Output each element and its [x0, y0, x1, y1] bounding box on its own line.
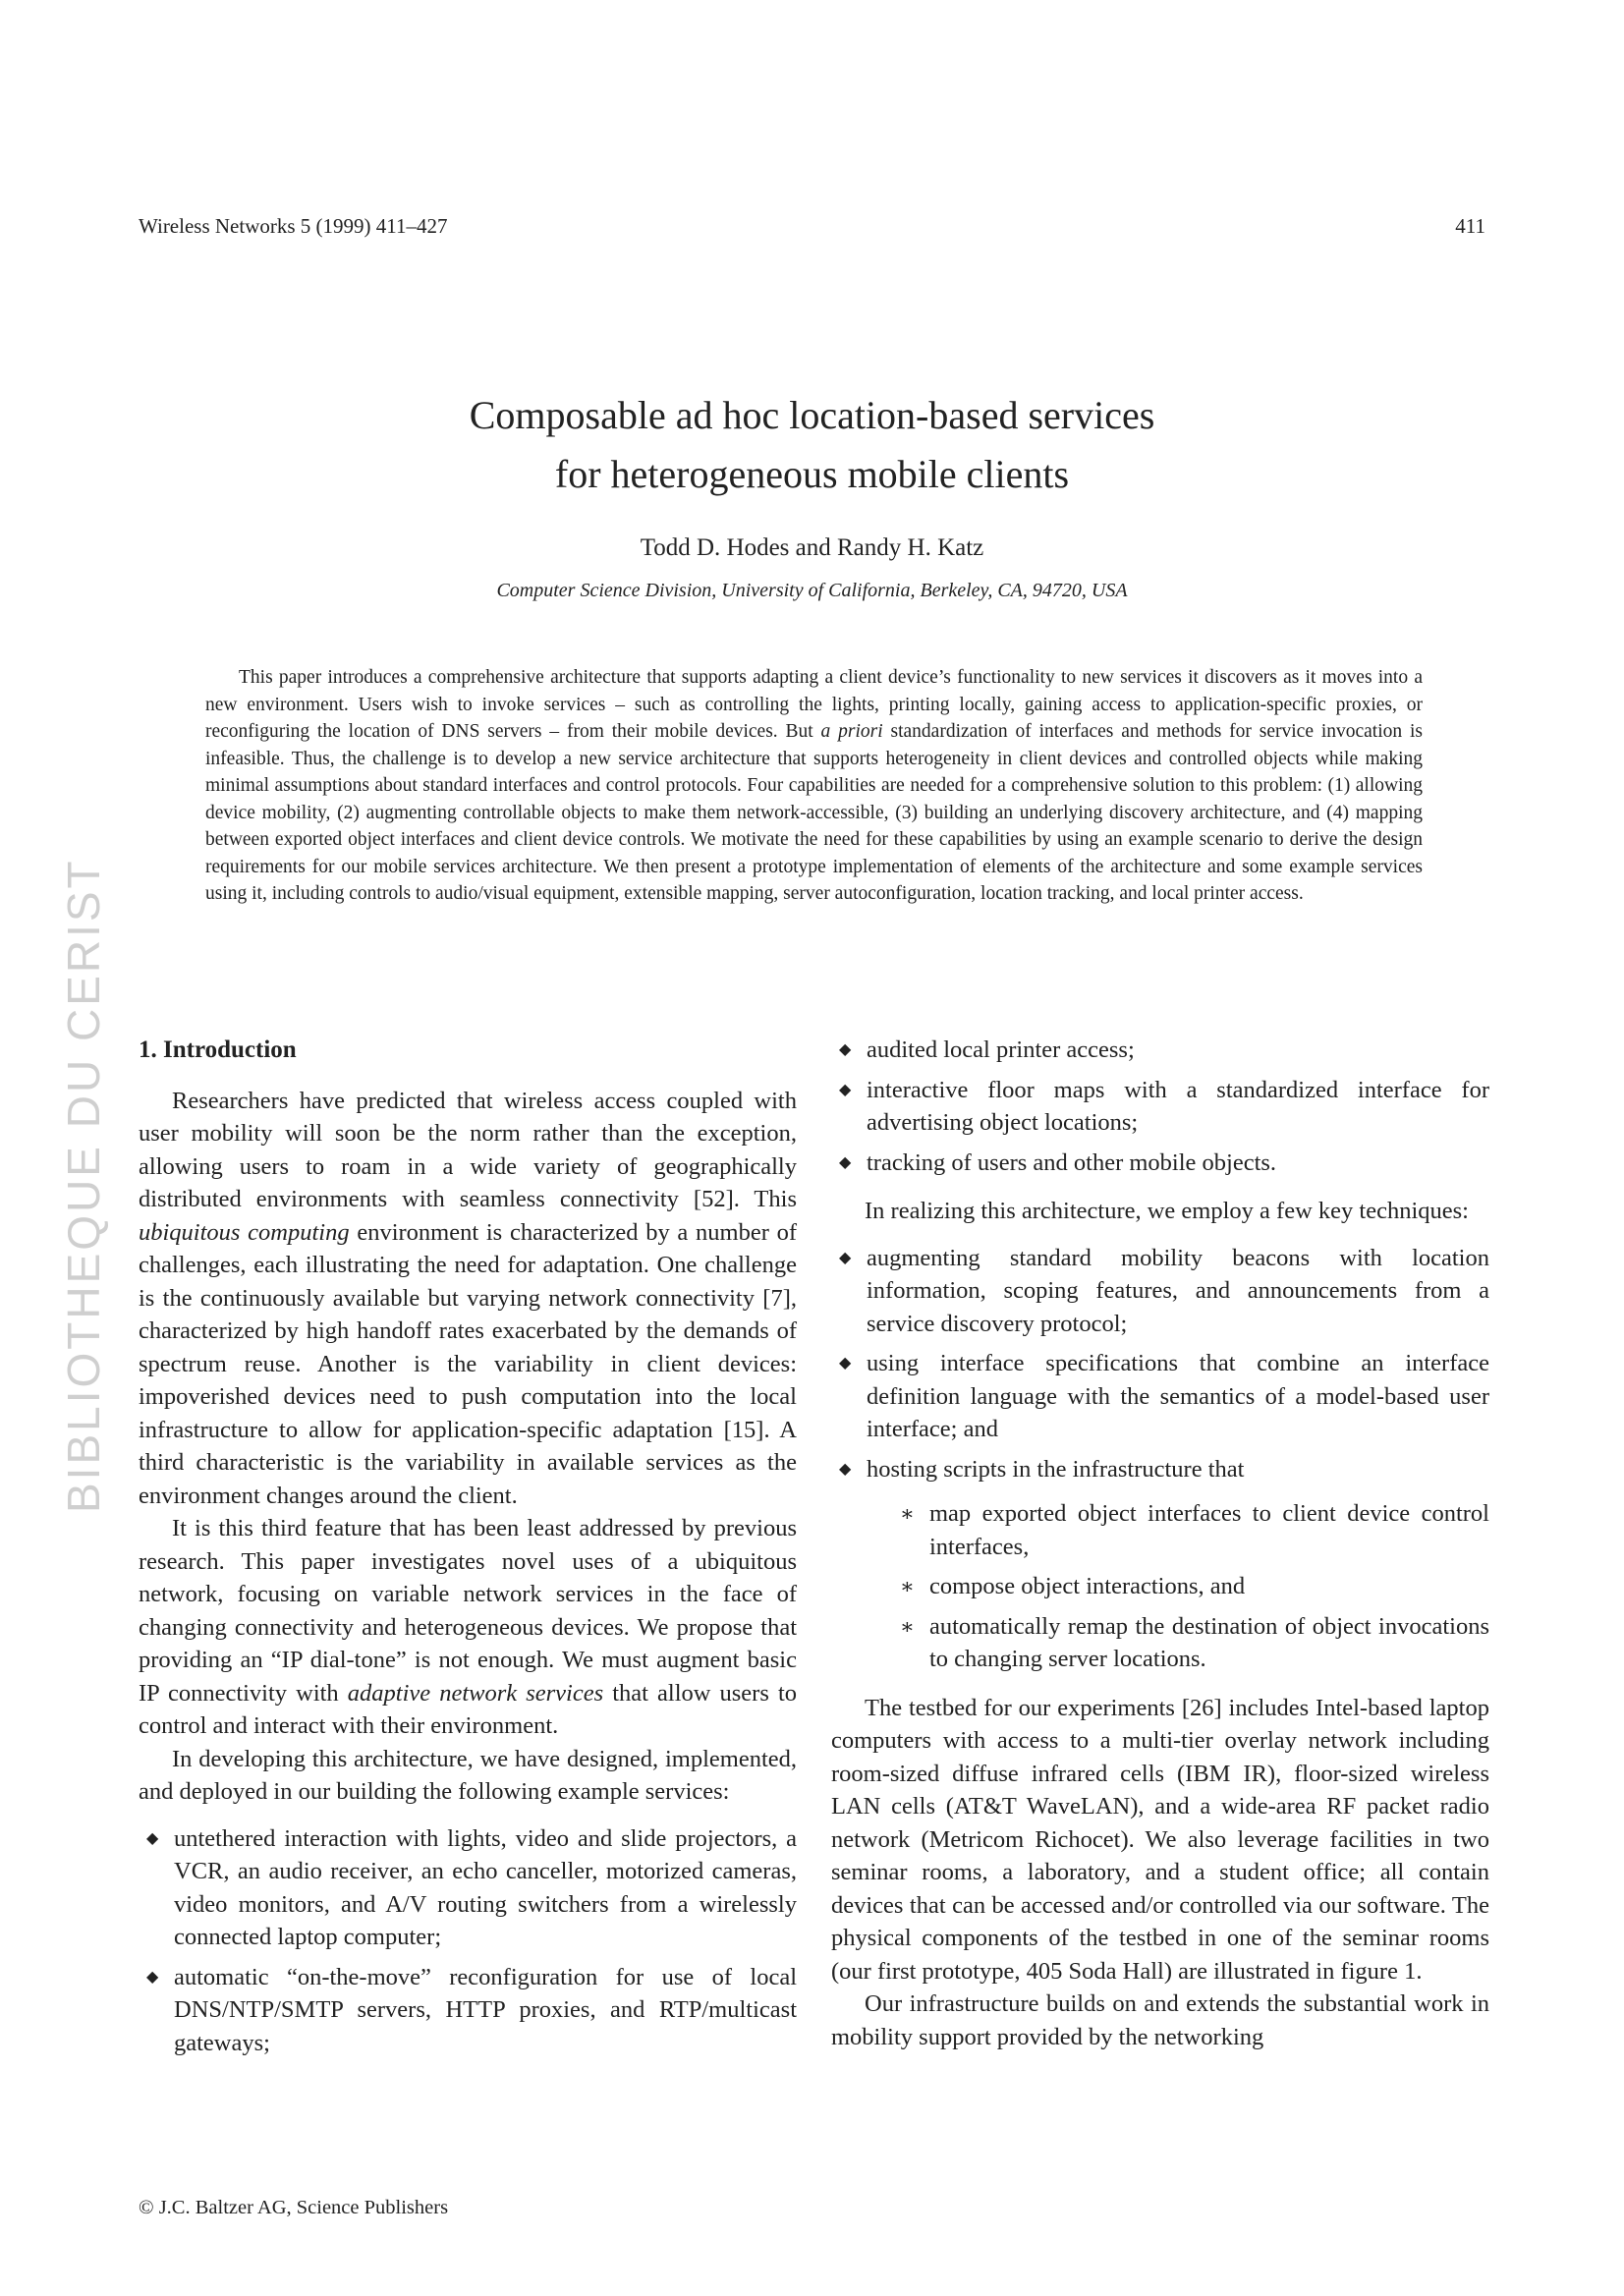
- list-item: ∗ map exported object interfaces to client device control interfaces,: [894, 1497, 1489, 1563]
- running-head: Wireless Networks 5 (1999) 411–427: [139, 214, 448, 238]
- services-list: [139, 1822, 797, 2060]
- list-item: ◆ interactive floor maps with a standardized interface for advertising object locations;: [831, 1074, 1489, 1140]
- techniques-intro: In realizing this architecture, we employ a few key techniques:: [865, 1198, 1469, 1224]
- bullet-icon: ◆: [839, 1249, 852, 1266]
- bullet-icon: ◆: [839, 1355, 852, 1372]
- title-line-2: for heterogeneous mobile clients: [554, 452, 1070, 496]
- section-heading: 1. Introduction: [139, 1036, 297, 1063]
- testbed-paragraph: The testbed for our experiments [26] includes Intel-based laptop computers with access to a multi-tier overlay network including room-sized diffuse infrared cells (IBM IR), floor-sized wireless LAN cells (AT&T WaveLAN), and a wide-area RF packet radio network (Metricom Richocet). We also leverage facilities in two seminar rooms, a laboratory, and a student office; all contain devices that can be accessed and/or controlled via our software. The physical components of the testbed in one of the seminar rooms (our first prototype, 405 Soda Hall) are illustrated in figure 1.: [831, 1694, 1489, 1985]
- asterisk-bullet-icon: ∗: [900, 1501, 915, 1526]
- paper-title: [0, 386, 1624, 504]
- list-item: ◆ augmenting standard mobility beacons with location information, scoping features, and announcements from a service discovery protocol;: [831, 1242, 1489, 1341]
- italic-term: adaptive network services: [347, 1679, 604, 1707]
- abstract-text-2: standardization of interfaces and methods for service invocation is infeasible. Thus, the challenge is to develop a new service architecture that supports heterogeneity in client devices and controlled objects while making minimal assumptions about standard interfaces and control protocols. Four capabilities are needed for a comprehensive solution to this problem: (1) allowing device mobility, (2) augmenting controllable objects to make them network-accessible, (3) building an underlying discovery architecture, and (4) mapping between exported object interfaces and client device controls. We motivate the need for these capabilities by using an example scenario to derive the design requirements for our mobile services architecture. We then present a prototype implementation of elements of the architecture and some example services using it, including controls to audio/visual equipment, extensible mapping, server autoconfiguration, location tracking, and local printer access.: [205, 721, 1424, 904]
- list-item: ∗ automatically remap the destination of object invocations to changing server locations.: [894, 1610, 1489, 1676]
- abstract-italic: a priori: [820, 721, 883, 742]
- intro-paragraph-2: It is this third feature that has been least addressed by previous research. This paper investigates novel uses of a ubiquitous network, focusing on variable network services in the face of changing connectivity and heterogeneous devices. We propose that providing an “IP dial-tone” is not enough. We must augment basic IP connectivity with adaptive network services that allow users to control and interact with their environment.: [139, 1515, 798, 1739]
- list-item: ◆ using interface specifications that combine an interface definition language with the semantics of a model-based user interface; and: [831, 1347, 1489, 1446]
- list-item: ∗ compose object interactions, and: [894, 1570, 1489, 1603]
- bullet-icon: ◆: [146, 1829, 159, 1847]
- intro-paragraph-1: Researchers have predicted that wireless access coupled with user mobility will soon be the norm rather than the exception, allowing users to roam in a wide variety of geographically distributed environments with seamless connectivity [52]. This ubiquitous computing environment is characterized by a number of challenges, each illustrating the need for adaptation. One challenge is the continuously available but varying network connectivity [7], characterized by high handoff rates exacerbated by the demands of spectrum reuse. Another is the variability in client devices: impoverished devices need to push computation into the local infrastructure to allow for application-specific adaptation [15]. A third characteristic is the variability in available services as the environment changes around the client.: [139, 1087, 797, 1509]
- italic-term: ubiquitous computing: [139, 1218, 350, 1246]
- services-list-continued: [831, 1034, 1489, 1179]
- asterisk-bullet-icon: ∗: [900, 1613, 915, 1639]
- library-watermark: BIBLIOTHEQUE DU CERIST: [58, 858, 109, 1513]
- bullet-icon: ◆: [146, 1968, 159, 1986]
- list-item: ◆ hosting scripts in the infrastructure that ∗ map exported object interfaces to client device control interfaces, ∗ compose object interactions, and ∗ automatically remap the destination of object invocations to changing server locations.: [831, 1453, 1489, 1676]
- list-item: ◆ untethered interaction with lights, video and slide projectors, a VCR, an audio receiver, an echo canceller, motorized cameras, video monitors, and A/V routing switchers from a wirelessly connected laptop computer;: [139, 1822, 797, 1954]
- authors: Todd D. Hodes and Randy H. Katz: [640, 534, 984, 561]
- bullet-icon: ◆: [839, 1460, 852, 1478]
- list-item: ◆ automatic “on-the-move” reconfiguration for use of local DNS/NTP/SMTP servers, HTTP proxies, and RTP/multicast gateways;: [139, 1961, 797, 2060]
- infrastructure-paragraph: Our infrastructure builds on and extends the substantial work in mobility support provided by the networking: [831, 1990, 1489, 2050]
- abstract: [205, 664, 1423, 908]
- left-column: [139, 1034, 797, 2073]
- list-item: ◆ audited local printer access;: [831, 1034, 1489, 1067]
- page-number: 411: [1455, 214, 1485, 238]
- affiliation: Computer Science Division, University of California, Berkeley, CA, 94720, USA: [496, 580, 1128, 601]
- bullet-icon: ◆: [839, 1081, 852, 1098]
- intro-paragraph-3: In developing this architecture, we have designed, implemented, and deployed in our building the following example services:: [139, 1745, 797, 1805]
- title-line-1: Composable ad hoc location-based services: [469, 393, 1155, 437]
- abstract-text-1: This paper introduces a comprehensive architecture that supports adapting a client device’s functionality to new services it discovers as it moves into a new environment. Users wish to invoke services – such as controlling the lights, printing locally, gaining access to application-specific proxies, or reconfiguring the location of DNS servers – from their mobile devices. But: [205, 667, 1423, 742]
- bullet-icon: ◆: [839, 1041, 852, 1058]
- asterisk-bullet-icon: ∗: [900, 1574, 915, 1598]
- techniques-list: [831, 1242, 1489, 1676]
- bullet-icon: ◆: [839, 1153, 852, 1171]
- copyright-notice: © J.C. Baltzer AG, Science Publishers: [139, 2197, 449, 2218]
- right-column: [831, 1034, 1489, 2053]
- scripts-sublist: [867, 1497, 1489, 1676]
- list-item: ◆ tracking of users and other mobile objects.: [831, 1147, 1489, 1180]
